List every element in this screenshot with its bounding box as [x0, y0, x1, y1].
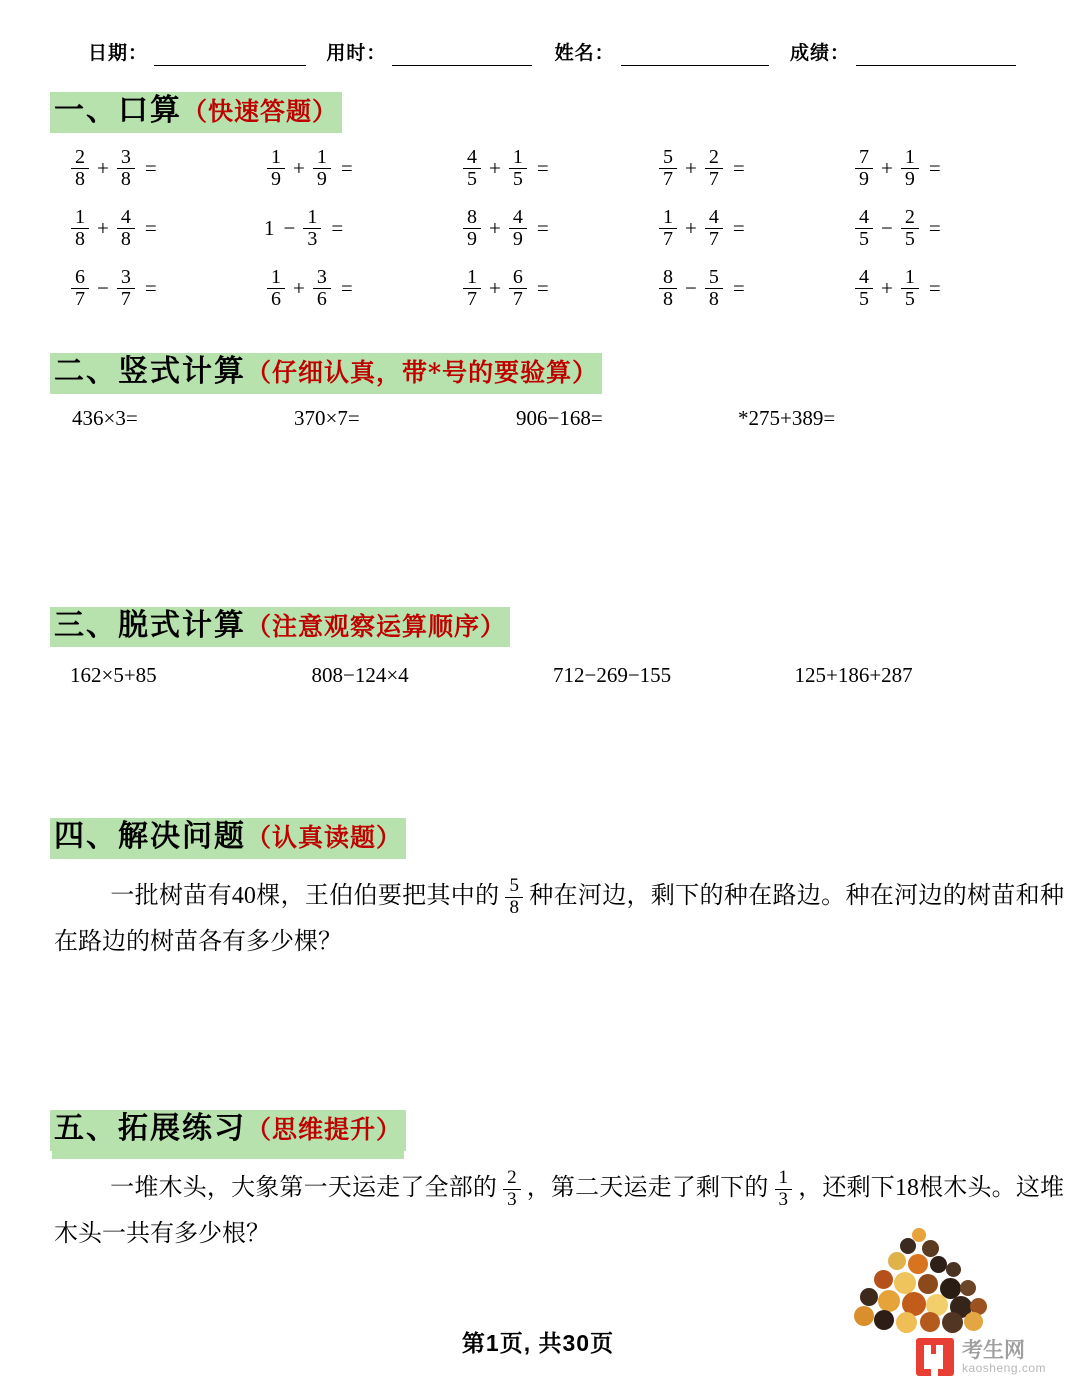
field-time [326, 38, 532, 66]
oral-item [264, 147, 460, 191]
oral-item [852, 147, 1048, 191]
name-blank[interactable] [621, 48, 769, 66]
frac-denominator: 7 [659, 168, 677, 191]
field-score [790, 38, 1016, 66]
frac-denominator: 5 [509, 168, 527, 191]
frac-numerator: 1 [271, 145, 281, 168]
equals-sign: = [928, 216, 941, 241]
equals-sign: = [928, 156, 941, 181]
frac-numerator: 5 [509, 875, 519, 897]
watermark-url: kaosheng.com [961, 1360, 1046, 1375]
operator: + [881, 276, 893, 301]
frac-numerator: 2 [75, 145, 85, 168]
oral-item [264, 267, 460, 311]
oral-item [68, 147, 264, 191]
section-2-note: （仔细认真，带*号的要验算） [246, 358, 599, 388]
frac-denominator: 3 [303, 228, 321, 251]
operator: − [685, 276, 697, 301]
frac-numerator: 8 [467, 205, 477, 228]
oral-item [68, 267, 264, 311]
oral-item [852, 207, 1048, 251]
frac-denominator: 5 [463, 168, 481, 191]
problem-4-fraction [505, 876, 523, 918]
problem-4-part1: 一批树苗有40棵，王伯伯要把其中的 [110, 882, 500, 909]
answer-space-3 [40, 688, 1036, 792]
score-label: 成绩： [789, 43, 850, 64]
tuoshi-calc-item: 808−124×4 [311, 663, 409, 688]
time-blank[interactable] [392, 48, 532, 66]
frac-denominator: 5 [901, 228, 919, 251]
problem-5-part1: 一堆木头，大象第一天运走了全部的 [110, 1174, 498, 1201]
section-1-note: （快速答题） [182, 97, 339, 126]
frac-denominator: 8 [71, 228, 89, 251]
frac-numerator: 4 [708, 205, 719, 228]
frac-denominator: 8 [659, 288, 677, 311]
frac-numerator: 1 [75, 205, 85, 228]
whole-number: 1 [264, 216, 275, 241]
operator: − [97, 276, 109, 301]
equals-sign: = [331, 216, 344, 241]
date-blank[interactable] [154, 48, 306, 66]
frac-numerator: 4 [120, 205, 131, 228]
frac-numerator: 4 [859, 205, 869, 228]
header-fields [40, 0, 1036, 66]
equals-sign: = [928, 276, 941, 301]
frac-denominator: 8 [71, 168, 89, 191]
oral-item [68, 207, 264, 251]
tuoshi-calc-item: 712−269−155 [553, 663, 672, 688]
answer-space-2 [40, 431, 1036, 581]
frac-numerator: 1 [512, 145, 523, 168]
frac-numerator: 8 [663, 265, 673, 288]
oral-calc-grid [68, 147, 1068, 312]
section-heading-1 [50, 92, 342, 133]
equals-sign: = [144, 156, 157, 181]
frac-denominator: 5 [901, 288, 919, 311]
section-1-title: 一、口算 [54, 94, 182, 127]
equals-sign: = [732, 156, 745, 181]
frac-numerator: 1 [316, 145, 327, 168]
tuoshi-calc-items [70, 663, 1036, 688]
operator: + [489, 156, 501, 181]
section-heading-4 [50, 818, 406, 859]
operator: + [685, 156, 697, 181]
oral-item [656, 147, 852, 191]
frac-denominator: 7 [509, 288, 527, 311]
time-label: 用时： [326, 43, 387, 64]
frac-denominator: 9 [313, 168, 331, 191]
problem-5-part3: ，还剩下18根木头。这堆木头一共有多少根？ [54, 1174, 1065, 1248]
problem-5-part2: ，第二天运走了剩下的 [526, 1174, 769, 1201]
frac-numerator: 4 [859, 265, 869, 288]
oral-item [264, 207, 460, 251]
watermark-name: 考生网 [961, 1338, 1025, 1362]
vertical-calc-items [72, 406, 1036, 431]
vertical-calc-item: 436×3= [72, 405, 138, 430]
frac-denominator: 7 [705, 168, 723, 191]
problem-text-4 [54, 873, 1064, 967]
oral-item [852, 267, 1048, 311]
frac-numerator: 6 [75, 265, 85, 288]
frac-denominator: 6 [267, 288, 285, 311]
oral-row [68, 207, 1068, 251]
frac-denominator: 7 [71, 288, 89, 311]
frac-denominator: 9 [463, 228, 481, 251]
frac-numerator: 1 [904, 145, 915, 168]
watermark-logo-icon [916, 1338, 954, 1376]
date-label: 日期： [88, 43, 149, 64]
section-5-note: （思维提升） [246, 1115, 403, 1145]
page-footer: 第1页, 共30页 [461, 1330, 615, 1356]
section-heading-3 [50, 607, 510, 648]
name-label: 姓名： [554, 43, 615, 64]
frac-numerator: 2 [507, 1167, 517, 1189]
problem-5-fraction-2 [775, 1168, 793, 1210]
frac-numerator: 5 [708, 265, 719, 288]
problem-5-fraction-1 [503, 1168, 521, 1210]
tuoshi-calc-item: 125+186+287 [794, 663, 913, 688]
frac-numerator: 1 [904, 265, 915, 288]
frac-numerator: 1 [778, 1167, 789, 1189]
equals-sign: = [340, 276, 353, 301]
frac-denominator: 5 [855, 288, 873, 311]
frac-denominator: 7 [659, 228, 677, 251]
oral-item [656, 207, 852, 251]
frac-numerator: 3 [120, 145, 131, 168]
frac-numerator: 2 [904, 205, 915, 228]
field-date [88, 38, 306, 66]
equals-sign: = [340, 156, 353, 181]
frac-numerator: 4 [467, 145, 477, 168]
frac-denominator: 3 [503, 1189, 521, 1211]
frac-numerator: 7 [859, 145, 869, 168]
operator: + [489, 216, 501, 241]
equals-sign: = [536, 156, 549, 181]
frac-denominator: 7 [705, 228, 723, 251]
frac-denominator: 9 [901, 168, 919, 191]
frac-denominator: 8 [117, 228, 135, 251]
section-5-title: 五、拓展练习 [54, 1112, 246, 1146]
vertical-calc-item: *275+389= [738, 405, 836, 430]
frac-numerator: 2 [708, 145, 719, 168]
vertical-calc-item: 370×7= [294, 405, 360, 430]
frac-numerator: 3 [316, 265, 327, 288]
frac-denominator: 8 [505, 897, 523, 919]
equals-sign: = [536, 216, 549, 241]
equals-sign: = [536, 276, 549, 301]
oral-item [656, 267, 852, 311]
section-heading-2 [50, 353, 602, 394]
equals-sign: = [144, 216, 157, 241]
operator: + [97, 216, 109, 241]
frac-numerator: 1 [663, 205, 673, 228]
section-heading-5 [50, 1110, 406, 1151]
section-4-note: （认真读题） [246, 823, 403, 853]
frac-denominator: 8 [117, 168, 135, 191]
frac-denominator: 7 [117, 288, 135, 311]
frac-numerator: 1 [271, 265, 281, 288]
operator: + [685, 216, 697, 241]
operator: + [97, 156, 109, 181]
score-blank[interactable] [856, 48, 1016, 66]
frac-denominator: 7 [463, 288, 481, 311]
frac-denominator: 9 [855, 168, 873, 191]
answer-space-4 [40, 966, 1036, 1084]
frac-denominator: 6 [313, 288, 331, 311]
oral-row [68, 267, 1068, 311]
operator: + [293, 156, 305, 181]
frac-numerator: 4 [512, 205, 523, 228]
frac-numerator: 1 [307, 205, 318, 228]
problem-4-part2: 种在河边，剩下的种在路边。种在河边的树苗和种在路边的树苗各有多少棵？ [54, 882, 1065, 956]
frac-numerator: 5 [663, 145, 673, 168]
section-4-title: 四、解决问题 [54, 820, 246, 854]
frac-numerator: 1 [467, 265, 477, 288]
frac-denominator: 9 [267, 168, 285, 191]
field-name [555, 38, 769, 66]
equals-sign: = [144, 276, 157, 301]
section-3-note: （注意观察运算顺序） [246, 611, 507, 641]
operator: + [293, 276, 305, 301]
frac-denominator: 3 [775, 1189, 793, 1211]
vertical-calc-item: 906−168= [516, 405, 603, 430]
frac-numerator: 3 [120, 265, 131, 288]
oral-row [68, 147, 1068, 191]
operator: − [283, 216, 296, 241]
frac-numerator: 6 [512, 265, 523, 288]
section-3-title: 三、脱式计算 [54, 608, 246, 642]
frac-denominator: 5 [855, 228, 873, 251]
oral-item [460, 147, 656, 191]
frac-denominator: 8 [705, 288, 723, 311]
tuoshi-calc-item: 162×5+85 [70, 663, 157, 688]
oral-item [460, 267, 656, 311]
section-2-title: 二、竖式计算 [54, 355, 246, 389]
operator: + [489, 276, 501, 301]
operator: − [881, 216, 893, 241]
equals-sign: = [732, 216, 745, 241]
oral-item [460, 207, 656, 251]
frac-denominator: 9 [509, 228, 527, 251]
operator: + [881, 156, 893, 181]
log-pile-illustration [852, 1228, 992, 1333]
watermark [916, 1338, 1046, 1376]
equals-sign: = [732, 276, 745, 301]
